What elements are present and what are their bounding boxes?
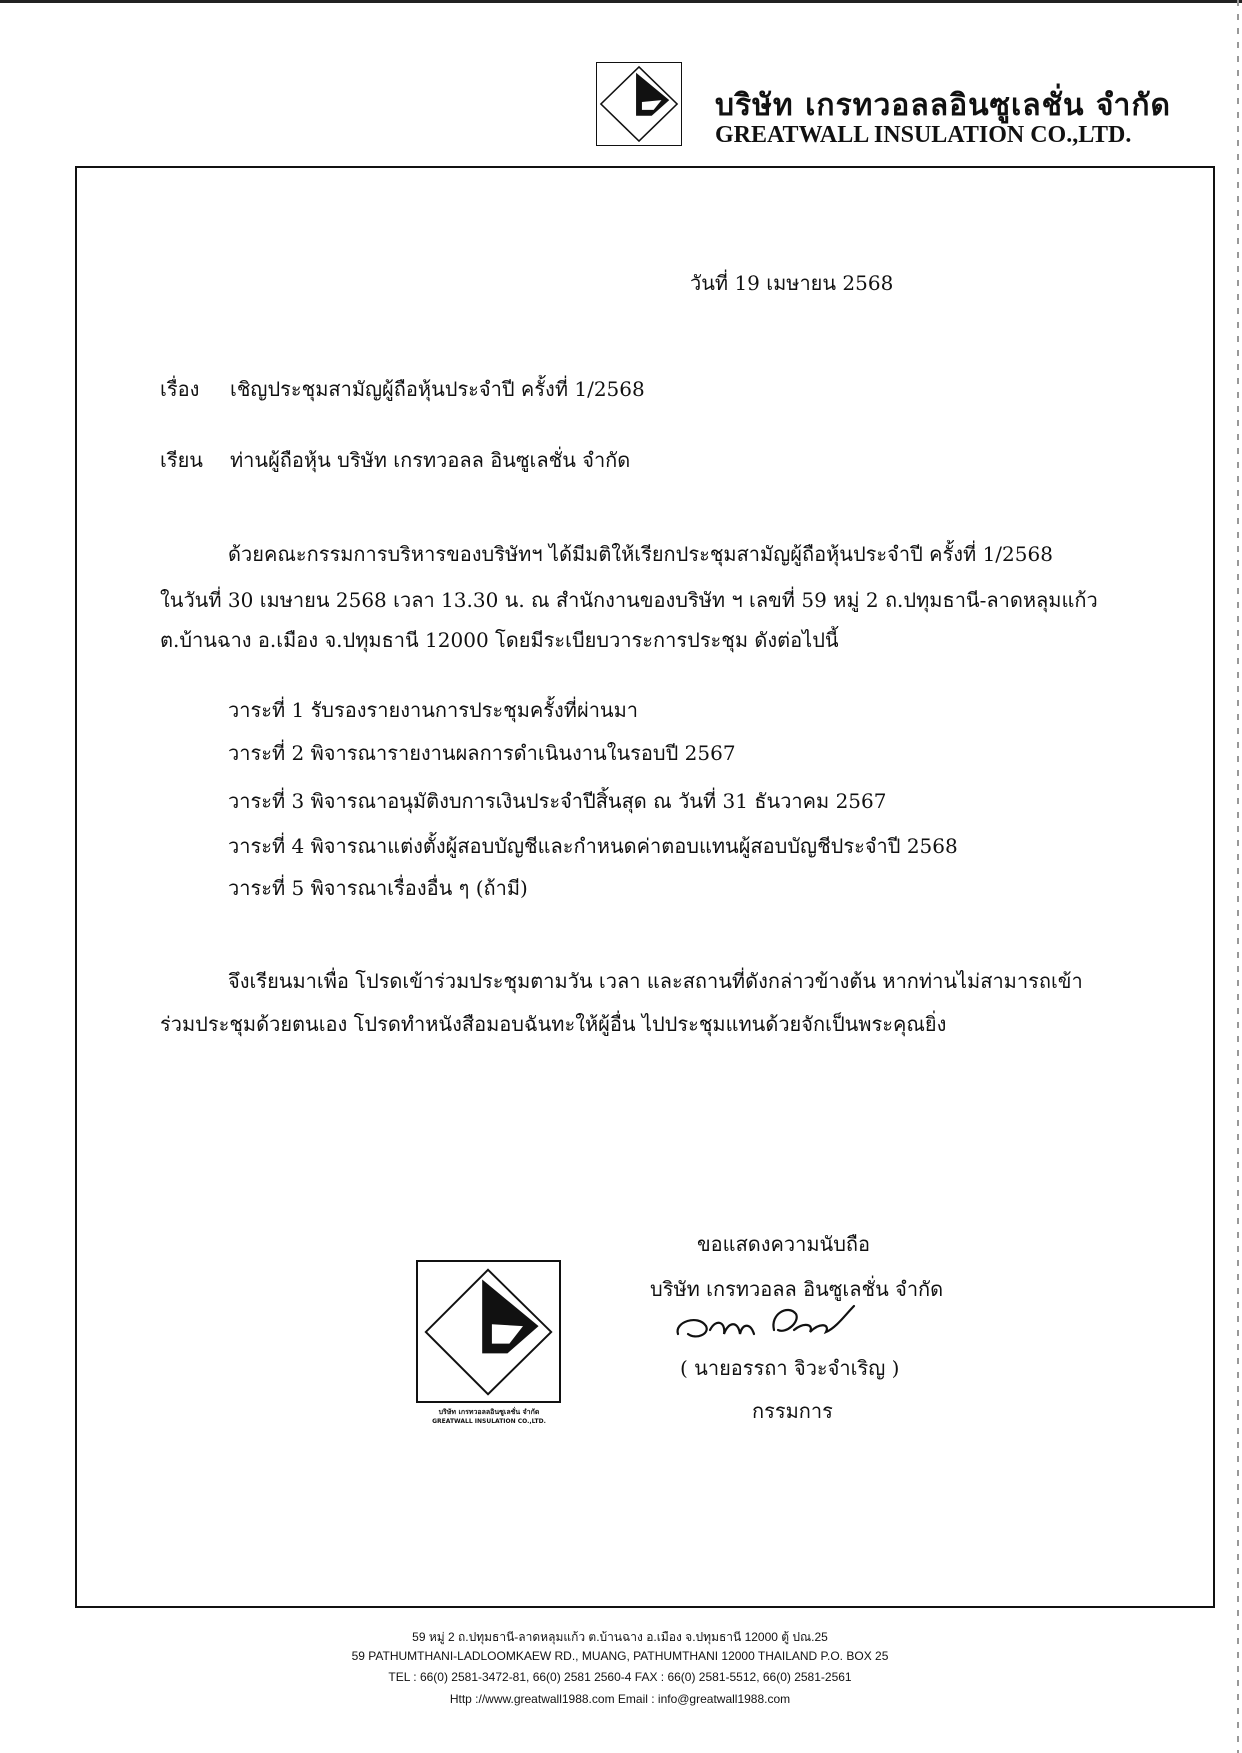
signatory-title: กรรมการ <box>752 1399 833 1423</box>
agenda-item-5: วาระที่ 5 พิจารณาเรื่องอื่น ๆ (ถ้ามี) <box>228 876 528 900</box>
recipient-label: เรียน <box>160 448 203 472</box>
subject-label: เรื่อง <box>160 377 200 401</box>
paragraph-1-line: ด้วยคณะกรรมการบริหารของบริษัทฯ ได้มีมติให้เรียกประชุมสามัญผู้ถือหุ้นประจำปี ครั้งที่ 1/2568 <box>228 542 1053 566</box>
letter-date: วันที่ 19 เมษายน 2568 <box>690 271 894 295</box>
footer-phone-fax: TEL : 66(0) 2581-3472-81, 66(0) 2581 2560-4 FAX : 66(0) 2581-5512, 66(0) 2581-2561 <box>388 1670 852 1684</box>
closing-salutation: ขอแสดงความนับถือ <box>697 1232 871 1256</box>
signatory-name: ( นายอรรถา จิวะจำเริญ ) <box>680 1356 900 1380</box>
seal-caption-english: GREATWALL INSULATION CO.,LTD. <box>432 1418 546 1425</box>
recipient-text: ท่านผู้ถือหุ้น บริษัท เกรทวอลล อินซูเลชั่น จำกัด <box>230 448 631 472</box>
signature-icon <box>670 1300 860 1350</box>
footer-address-english: 59 PATHUMTHANI-LADLOOMKAEW RD., MUANG, PATHUMTHANI 12000 THAILAND P.O. BOX 25 <box>351 1649 889 1663</box>
company-name-english: GREATWALL INSULATION CO.,LTD. <box>715 122 1132 148</box>
company-name-thai: บริษัท เกรทวอลลอินซูเลชั่น จำกัด <box>715 88 1171 123</box>
subject-text: เชิญประชุมสามัญผู้ถือหุ้นประจำปี ครั้งที่ 1/2568 <box>230 377 645 401</box>
paragraph-1-line: ต.บ้านฉาง อ.เมือง จ.ปทุมธานี 12000 โดยมีระเบียบวาระการประชุม ดังต่อไปนี้ <box>160 628 839 652</box>
agenda-item-4: วาระที่ 4 พิจารณาแต่งตั้งผู้สอบบัญชีและกำหนดค่าตอบแทนผู้สอบบัญชีประจำปี 2568 <box>228 834 958 858</box>
signatory-company: บริษัท เกรทวอลล อินซูเลชั่น จำกัด <box>650 1277 944 1301</box>
company-logo-icon <box>596 62 682 146</box>
scan-edge-top <box>0 0 1242 3</box>
paragraph-2-line: ร่วมประชุมด้วยตนเอง โปรดทำหนังสือมอบฉันทะให้ผู้อื่น ไปประชุมแทนด้วยจักเป็นพระคุณยิ่ง <box>160 1012 947 1036</box>
footer-web-email: Http ://www.greatwall1988.com Email : info@greatwall1988.com <box>449 1692 791 1706</box>
scan-edge-right <box>1237 0 1239 1753</box>
footer-address-thai: 59 หมู่ 2 ถ.ปทุมธานี-ลาดหลุมแก้ว ต.บ้านฉาง อ.เมือง จ.ปทุมธานี 12000 ตู้ ปณ.25 <box>412 1630 828 1644</box>
company-seal-icon <box>416 1260 561 1403</box>
agenda-item-1: วาระที่ 1 รับรองรายงานการประชุมครั้งที่ผ่านมา <box>228 698 639 722</box>
paragraph-2-line: จึงเรียนมาเพื่อ โปรดเข้าร่วมประชุมตามวัน เวลา และสถานที่ดังกล่าวข้างต้น หากท่านไม่สามารถเข้า <box>228 969 1083 993</box>
agenda-item-3: วาระที่ 3 พิจารณาอนุมัติงบการเงินประจำปีสิ้นสุด ณ วันที่ 31 ธันวาคม 2567 <box>228 789 887 813</box>
agenda-item-2: วาระที่ 2 พิจารณารายงานผลการดำเนินงานในรอบปี 2567 <box>228 741 736 765</box>
seal-caption-thai: บริษัท เกรทวอลลอินซูเลชั่น จำกัด <box>438 1408 540 1416</box>
paragraph-1-line: ในวันที่ 30 เมษายน 2568 เวลา 13.30 น. ณ สำนักงานของบริษัท ฯ เลขที่ 59 หมู่ 2 ถ.ปทุมธานี-ลาดหลุมแก้ว <box>160 588 1098 612</box>
